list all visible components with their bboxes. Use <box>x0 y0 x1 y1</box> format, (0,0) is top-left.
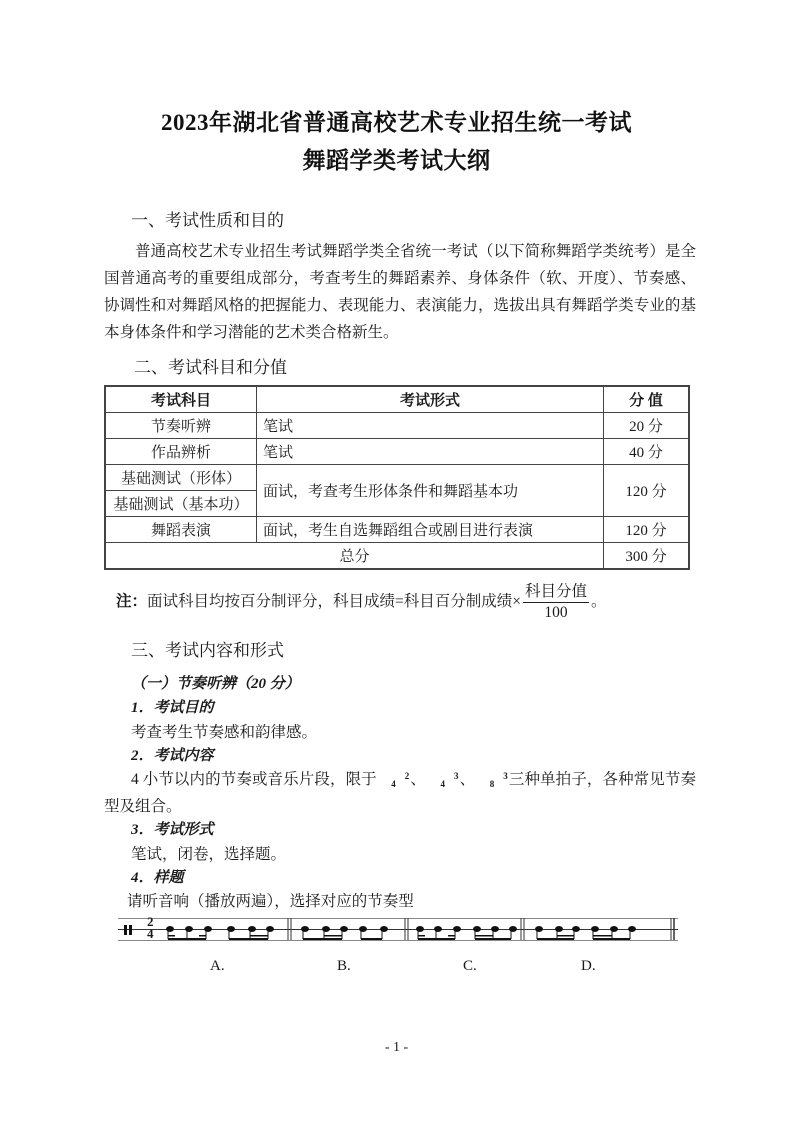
note-fraction <box>523 582 589 623</box>
subsection1-heading: （一）节奏听辨（20 分） <box>131 676 300 692</box>
item2-body-a: 4 小节以内的节奏或音乐片段，限于 <box>131 771 377 788</box>
table-row <box>105 517 689 543</box>
item2-heading: 2．考试内容 <box>131 748 214 764</box>
score-note <box>116 582 607 623</box>
fraction-numerator: 科目分值 <box>523 582 589 603</box>
cell-form: 面试，考查考生形体条件和舞蹈基本功 <box>257 465 604 517</box>
cell-score: 120 分 <box>604 517 690 543</box>
ts-top: 2 <box>147 914 154 929</box>
ts-bottom: 4 <box>391 779 396 790</box>
option-c-label: C. <box>463 958 477 974</box>
table-total-row <box>105 543 689 570</box>
rhythm-notation-icon <box>118 918 678 942</box>
cell-form: 笔试 <box>257 413 604 439</box>
cell-subject: 基础测试（形体） <box>105 465 257 491</box>
cell-subject: 舞蹈表演 <box>105 517 257 543</box>
item3-heading: 3．考试形式 <box>131 822 214 838</box>
ts-bottom: 4 <box>147 926 154 941</box>
header-score: 分 值 <box>604 386 690 413</box>
document-title-line1: 2023年湖北省普通高校艺术专业招生统一考试 <box>161 110 632 135</box>
note-text: 面试科目均按百分制评分，科目成绩=科目百分制成绩× <box>147 593 522 611</box>
ts-top: 3 <box>503 771 508 782</box>
note-label: 注： <box>116 593 148 611</box>
option-d-label: D. <box>581 958 596 974</box>
ts-top: 3 <box>454 771 459 782</box>
item2-body: 4 小节以内的节奏或音乐片段，限于 2 4 、 3 4 、 3 8 三种单拍子，各种常见节奏型及组合。 <box>104 771 696 815</box>
note-end: 。 <box>591 593 607 611</box>
table-row <box>105 439 689 465</box>
cell-subject: 作品辨析 <box>105 439 257 465</box>
table-row <box>105 413 689 439</box>
ts-top: 2 <box>404 771 410 782</box>
header-subject: 考试科目 <box>105 386 257 413</box>
page-number: - 1 - <box>384 1040 409 1055</box>
ts-bottom: 8 <box>489 779 495 790</box>
option-a-label: A. <box>210 958 225 974</box>
cell-score: 40 分 <box>604 439 690 465</box>
cell-score: 20 分 <box>604 413 690 439</box>
item1-body: 考查考生节奏感和韵律感。 <box>131 724 318 741</box>
item3-body: 笔试，闭卷，选择题。 <box>131 846 287 863</box>
cell-form: 笔试 <box>257 439 604 465</box>
section1-body: 普通高校艺术专业招生考试舞蹈学类全省统一考试（以下简称舞蹈学类统考）是全国普通高考的重要组成部分，考查考生的舞蹈素养、身体条件（软、开度）、节奏感、协调性和对舞蹈风格的把握能力、表现能力、表演能力，选拔出具有舞蹈学类专业的基本身体条件和学习潜能的艺术类合格新生。 <box>104 243 696 341</box>
cell-form: 面试，考生自选舞蹈组合或剧目进行表演 <box>257 517 604 543</box>
cell-total-label: 总分 <box>105 543 604 570</box>
rhythm-staff <box>118 914 678 942</box>
table-row <box>105 465 689 491</box>
item1-heading: 1．考试目的 <box>131 700 214 716</box>
score-table <box>104 385 690 570</box>
item4-heading: 4．样题 <box>131 870 184 886</box>
time-sig-3-8 <box>476 772 508 788</box>
table-header-row <box>105 386 689 413</box>
document-title-line2: 舞蹈学类考试大纲 <box>302 148 491 173</box>
section3-heading: 三、考试内容和形式 <box>131 641 284 661</box>
cell-subject: 节奏听辨 <box>105 413 257 439</box>
cell-subject: 基础测试（基本功） <box>105 491 257 517</box>
header-form: 考试形式 <box>257 386 604 413</box>
ts-bottom: 4 <box>440 779 446 790</box>
item2-body-b: 三种单拍子，各种常见节奏型及组合。 <box>104 771 696 815</box>
section2-heading: 二、考试科目和分值 <box>134 358 287 378</box>
cell-score: 120 分 <box>604 465 690 517</box>
time-sig-2-4 <box>378 772 410 788</box>
option-b-label: B. <box>337 958 351 974</box>
section1-heading: 一、考试性质和目的 <box>131 211 284 231</box>
staff-time-signature <box>147 916 154 940</box>
cell-total-score: 300 分 <box>604 543 690 570</box>
fraction-denominator: 100 <box>544 604 568 621</box>
item4-body: 请听音响（播放两遍），选择对应的节奏型 <box>127 893 414 910</box>
time-sig-3-4 <box>427 772 459 788</box>
